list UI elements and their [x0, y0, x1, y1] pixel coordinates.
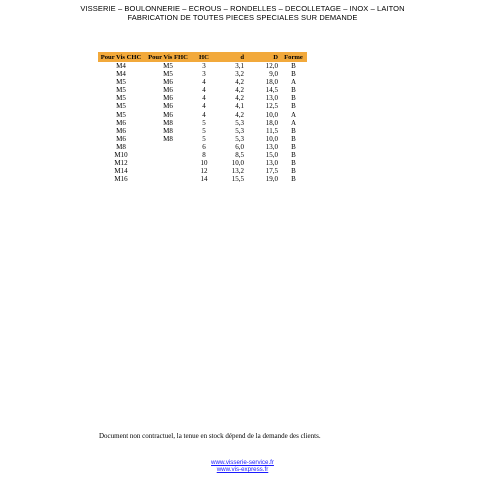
table-cell: B: [291, 62, 296, 70]
table-cell: M8: [163, 134, 173, 143]
table-cell: 9,0: [269, 70, 278, 79]
table-cell: M6: [163, 110, 173, 119]
table-cell: 4: [202, 78, 206, 87]
table-cell: B: [291, 126, 296, 135]
table-cell: 3: [202, 62, 206, 70]
table-cell: 10,0: [265, 110, 278, 119]
table-cell: 17,5: [265, 167, 278, 176]
table-cell: M14: [114, 167, 128, 176]
table-row: [98, 167, 307, 175]
table-row: [98, 70, 307, 78]
table-cell: M5: [163, 62, 173, 70]
table-cell: M6: [163, 102, 173, 111]
table-cell: 5,3: [235, 126, 244, 135]
col-header-fhc: Pour Vis FHC: [144, 52, 192, 62]
table-cell: 3: [202, 70, 206, 79]
table-cell: 5,3: [235, 134, 244, 143]
specs-table: [98, 52, 307, 183]
table-cell: 12,0: [265, 62, 278, 70]
table-cell: [144, 167, 192, 175]
table-cell: M8: [163, 126, 173, 135]
table-cell: M6: [116, 118, 126, 127]
table-cell: 5: [202, 118, 206, 127]
table-cell: M5: [116, 94, 126, 103]
table-cell: M4: [116, 70, 126, 79]
table-cell: M5: [116, 78, 126, 87]
table-cell: 3,2: [235, 70, 244, 79]
table-cell: B: [291, 86, 296, 95]
table-row: [98, 119, 307, 127]
website-link-2[interactable]: www.vis-express.fr: [216, 466, 269, 473]
table-cell: 5,3: [235, 118, 244, 127]
table-cell: M5: [163, 70, 173, 79]
table-cell: M8: [116, 142, 126, 151]
table-cell: 19,0: [265, 175, 278, 184]
table-cell: 12: [200, 167, 208, 176]
table-cell: 13,0: [265, 159, 278, 168]
table-row: [98, 78, 307, 86]
table-row: [98, 102, 307, 110]
table-cell: B: [291, 151, 296, 160]
table-cell: 10,0: [231, 159, 244, 168]
table-cell: [144, 151, 192, 159]
table-row: [98, 135, 307, 143]
table-cell: 3,1: [235, 62, 244, 70]
table-row: [98, 143, 307, 151]
table-cell: B: [291, 102, 296, 111]
col-header-forme: Forme: [280, 52, 307, 62]
table-cell: B: [291, 70, 296, 79]
table-cell: 6,0: [235, 142, 244, 151]
header-line-1: VISSERIE – BOULONNERIE – ECROUS – RONDELLES – DECOLLETAGE – INOX – LAITON: [80, 4, 405, 13]
table-cell: 8,5: [235, 151, 244, 160]
table-cell: 5: [202, 134, 206, 143]
table-cell: 11,5: [266, 126, 278, 135]
table-row: [98, 94, 307, 102]
table-cell: [144, 159, 192, 167]
table-cell: 13,0: [265, 142, 278, 151]
table-cell: A: [290, 118, 297, 127]
table-cell: M6: [116, 126, 126, 135]
table-cell: M5: [116, 102, 126, 111]
table-cell: M6: [163, 94, 173, 103]
table-cell: 5: [202, 126, 206, 135]
table-row: [98, 175, 307, 183]
table-cell: B: [291, 134, 296, 143]
table-cell: M5: [116, 110, 126, 119]
table-cell: 18,0: [265, 118, 278, 127]
col-header-chc: Pour Vis CHC: [98, 52, 144, 62]
table-cell: B: [291, 175, 296, 184]
table-cell: 14: [200, 175, 208, 184]
table-cell: 4: [202, 94, 206, 103]
table-cell: 6: [202, 142, 206, 151]
table-cell: M12: [114, 159, 128, 168]
table-cell: B: [291, 159, 296, 168]
table-cell: B: [291, 94, 296, 103]
table-cell: M6: [163, 86, 173, 95]
table-cell: 15,5: [231, 175, 244, 184]
table-cell: M16: [114, 175, 128, 184]
table-row: [98, 151, 307, 159]
table-cell: [144, 175, 192, 183]
table-cell: 4,2: [235, 86, 244, 95]
table-cell: B: [291, 142, 296, 151]
table-row: [98, 111, 307, 119]
table-cell: 18,0: [265, 78, 278, 87]
table-cell: [144, 143, 192, 151]
table-cell: M6: [116, 134, 126, 143]
table-cell: 10: [200, 159, 208, 168]
table-cell: B: [291, 167, 296, 176]
disclaimer-text: Document non contractuel, la tenue en stock dépend de la demande des clients.: [99, 432, 321, 440]
table-cell: 4: [202, 86, 206, 95]
table-row: [98, 86, 307, 94]
table-cell: 12,5: [265, 102, 278, 111]
table-cell: M5: [116, 86, 126, 95]
header-line-2: FABRICATION DE TOUTES PIECES SPECIALES SUR DEMANDE: [127, 13, 358, 22]
table-cell: 4,2: [235, 110, 244, 119]
table-cell: 4: [202, 102, 206, 111]
table-cell: 4,1: [235, 102, 244, 111]
table-row: [98, 159, 307, 167]
table-cell: A: [290, 110, 297, 119]
table-cell: 14,5: [265, 86, 278, 95]
table-header-row: [98, 52, 307, 62]
table-cell: 13,2: [231, 167, 244, 176]
col-header-D: D: [246, 52, 280, 62]
table-cell: 10,0: [265, 134, 278, 143]
table-cell: A: [290, 78, 297, 87]
table-cell: 4,2: [235, 78, 244, 87]
table-cell: M4: [116, 62, 126, 70]
table-cell: M8: [163, 118, 173, 127]
table-cell: 15,0: [265, 151, 278, 160]
table-cell: 4: [202, 110, 206, 119]
table-cell: M6: [163, 78, 173, 87]
table-cell: 4,2: [235, 94, 244, 103]
table-cell: M10: [114, 151, 128, 160]
website-link-1[interactable]: www.visserie-service.fr: [211, 459, 274, 466]
col-header-d: d: [216, 52, 246, 62]
table-row: [98, 62, 307, 70]
col-header-hc: HC: [192, 52, 216, 62]
table-cell: 13,0: [265, 94, 278, 103]
table-row: [98, 127, 307, 135]
table-cell: 8: [202, 151, 206, 160]
